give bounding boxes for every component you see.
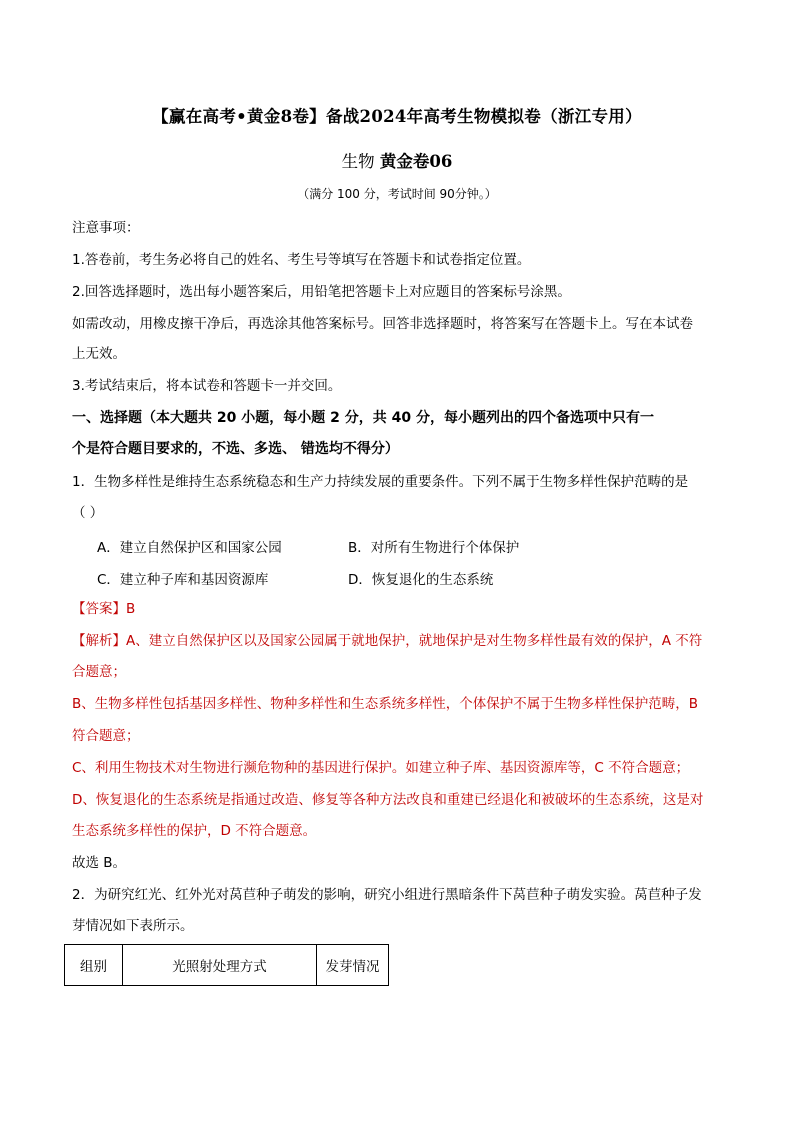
- q2-table: [64, 944, 389, 986]
- notes-heading: 注意事项：: [72, 220, 140, 236]
- note-2: 2.回答选择题时，选出每小题答案后，用铅笔把答题卡上对应题目的答案标号涂黑。: [72, 284, 571, 300]
- q1-option-c: C．建立种子库和基因资源库: [97, 572, 269, 588]
- subject-label: 生物: [341, 152, 375, 171]
- exam-title: 【赢在高考•黄金8卷】备战2024年高考生物模拟卷（浙江专用）: [152, 107, 642, 126]
- note-2b: 如需改动，用橡皮擦干净后，再选涂其他答案标号。回答非选择题时，将答案写在答题卡上。写在本试卷: [72, 316, 693, 332]
- q1-stem: 1．生物多样性是维持生态系统稳态和生产力持续发展的重要条件。下列不属于生物多样性保护范畴的是: [72, 474, 689, 490]
- exam-meta: （满分 100 分，考试时间 90分钟。）: [297, 187, 497, 201]
- q1-option-b: B．对所有生物进行个体保护: [348, 540, 520, 556]
- note-3: 3.考试结束后，将本试卷和答题卡一并交回。: [72, 378, 342, 394]
- section-heading-cont: 个是符合题目要求的，不选、多选、 错选均不得分）: [72, 441, 399, 457]
- table-row: [65, 945, 389, 986]
- note-1: 1.答卷前，考生务必将自己的姓名、考生号等填写在答题卡和试卷指定位置。: [72, 252, 531, 268]
- table-header-group: 组别: [65, 945, 123, 986]
- q1-stem-paren: （ ）: [72, 505, 104, 521]
- table-header-treatment: 光照射处理方式: [123, 945, 317, 986]
- q1-option-d: D．恢复退化的生态系统: [348, 572, 494, 588]
- paper-label: 黄金卷06: [379, 152, 453, 171]
- q1-explanation-1: 【解析】A、建立自然保护区以及国家公园属于就地保护，就地保护是对生物多样性最有效的保护，A 不符: [72, 633, 703, 649]
- q2-stem-cont: 芽情况如下表所示。: [72, 918, 194, 934]
- q2-stem: 2．为研究红光、红外光对莴苣种子萌发的影响，研究小组进行黑暗条件下莴苣种子萌发实验。莴苣种子发: [72, 887, 702, 903]
- note-2c: 上无效。: [72, 346, 126, 362]
- q1-explanation-5: C、利用生物技术对生物进行濒危物种的基因进行保护。如建立种子库、基因资源库等，C 不符合题意；: [72, 760, 690, 776]
- q1-explanation-3: B、生物多样性包括基因多样性、物种多样性和生态系统多样性，个体保护不属于生物多样性保护范畴，B: [72, 696, 699, 712]
- exam-subtitle: [0, 148, 794, 172]
- q1-conclusion: 故选 B。: [72, 855, 127, 871]
- q1-explanation-2: 合题意；: [72, 664, 126, 680]
- q1-answer: 【答案】B: [72, 601, 136, 617]
- table-header-germination: 发芽情况: [317, 945, 389, 986]
- q1-explanation-6: D、恢复退化的生态系统是指通过改造、修复等各种方法改良和重建已经退化和被破坏的生态系统，这是对: [72, 792, 704, 808]
- q1-explanation-7: 生态系统多样性的保护，D 不符合题意。: [72, 823, 317, 839]
- q1-explanation-4: 符合题意；: [72, 728, 140, 744]
- section-heading: 一、选择题（本大题共 20 小题，每小题 2 分，共 40 分，每小题列出的四个备选项中只有一: [72, 410, 654, 426]
- q1-option-a: A．建立自然保护区和国家公园: [97, 540, 282, 556]
